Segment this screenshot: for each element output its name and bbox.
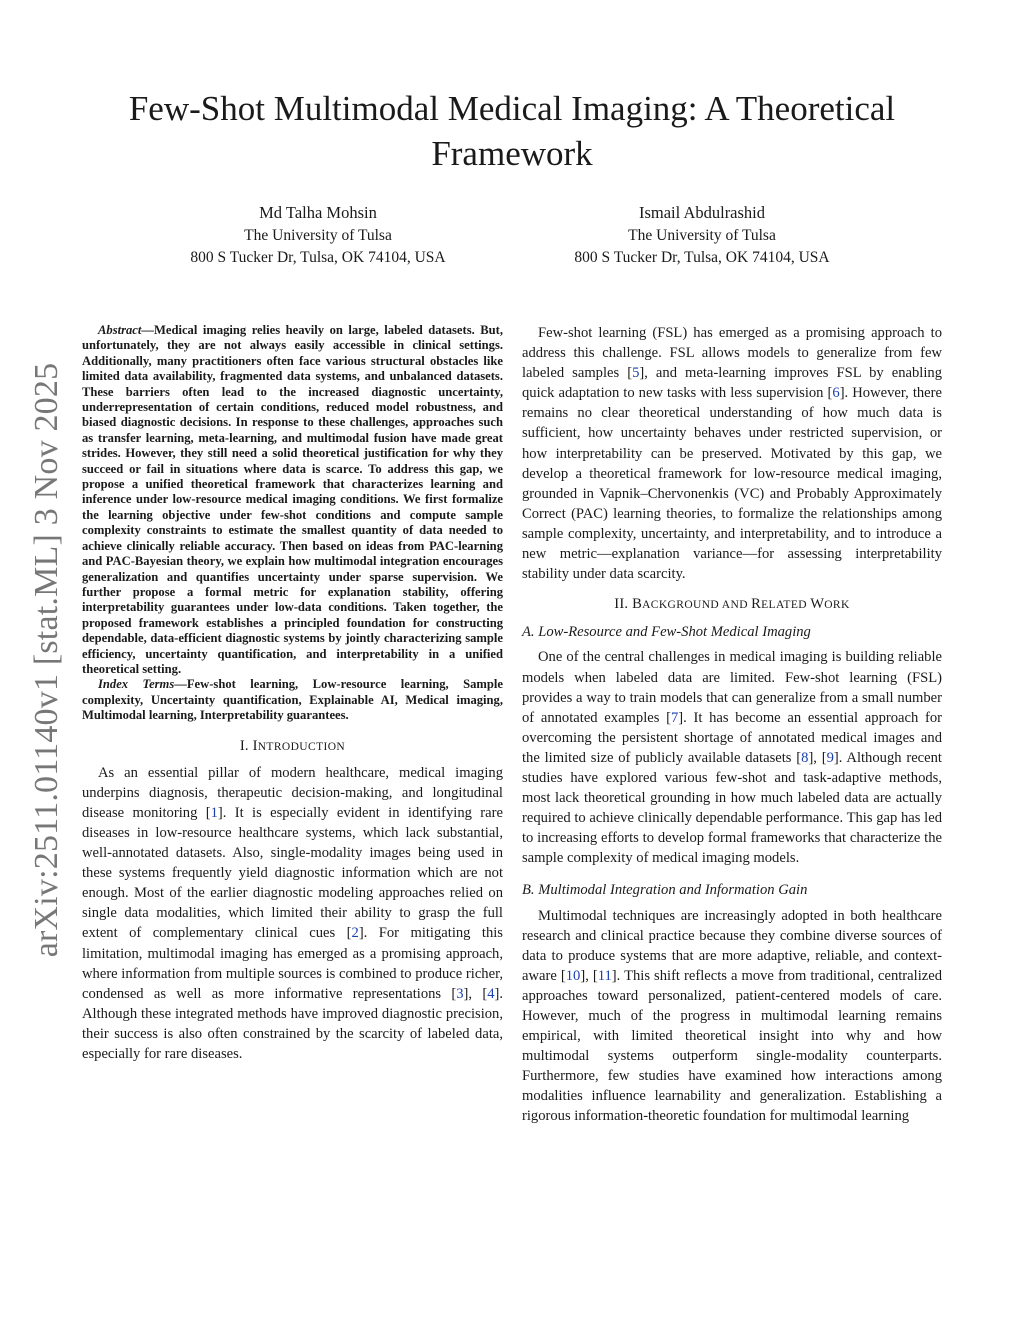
fsl-paragraph: Few-shot learning (FSL) has emerged as a promising approach to address this challenge. FSL allows models to generalize from few labeled samples [5], and meta-learning improves FSL by enabling quick adaptation to new tasks with less supervision [6]. However, there remains no clear theoretical understanding of how much data is sufficient, how uncertainty behaves under restricted supervision, or how interpretability can be preserved. Motivated by this gap, we develop a theoretical framework for low-resource medical imaging, grounded in Vapnik–Chervonenkis (VC) and Probably Approximately Correct (PAC) learning theories, to formalize the relationships among sample complexity, uncertainty, and interpretability, and to introduce a new metric—explanation variance—for assessing interpretability stability under data scarcity. — [522, 325, 942, 583]
subsection-heading-b: B. Multimodal Integration and Information Gain — [522, 882, 808, 899]
citation-link[interactable]: 6 — [832, 385, 840, 402]
abstract — [82, 323, 503, 677]
subsection-a-paragraph: One of the central challenges in medical imaging is building reliable models when labeled data are limited. Few-shot learning (FSL) provides a way to train models that can generalize from a small number of annotated examples [7]. It has become an essential approach for overcoming the persistent shortage of annotated medical images and the limited size of publicly available datasets [8], [9]. Although recent studies have explored various few-shot and task-adaptive methods, most lack theoretical grounding in how much labeled data are actually required to achieve clinically dependable performance. This gap has led to increasing efforts to develop formal frameworks that characterize the sample complexity of medical imaging models. — [522, 649, 942, 867]
author-name: Ismail Abdulrashid — [638, 203, 766, 222]
index-terms-text: —Few-shot learning, Low-resource learning, Sample complexity, Uncertainty quantification, Explainable AI, Medical imaging, Multimodal learning, Interpretability guarantees. — [82, 677, 504, 723]
author-address: 800 S Tucker Dr, Tulsa, OK 74104, USA — [574, 249, 830, 266]
citation-link[interactable]: 5 — [632, 365, 640, 382]
citation-link[interactable]: 1 — [210, 804, 218, 821]
intro-paragraph: As an essential pillar of modern healthcare, medical imaging underpins diagnosis, therapeutic decision-making, and longitudinal disease monitoring [1]. It is especially evident in identifying rare diseases in low-resource healthcare systems, which lack substantial, well-annotated datasets. Also, single-modality images being used in these systems frequently yield diagnostic information which are not enough. Most of the earlier diagnostic modeling approaches relied on single data modalities, which limited their ability to grasp the full extent of complementary clinical cues [2]. For mitigating this limitation, multimodal imaging has emerged as a promising approach, where information from multiple sources is combined to produce richer, condensed as well as more informative representations [3], [4]. Although these integrated methods have improved diagnostic precision, their success is also often constrained by the scarcity of labeled data, especially for rare diseases. — [82, 764, 503, 1062]
citation-link[interactable]: 9 — [826, 749, 834, 766]
paper-title: Few-Shot Multimodal Medical Imaging: A Theoretical Framework — [128, 89, 896, 173]
abstract-text: —Medical imaging relies heavily on large, labeled datasets. But, unfortunately, they are not always easily accessible in clinical settings. Additionally, many practitioners often face various structural obstacles like limited data availability, fragmented data systems, and unbalanced datasets. These barriers often lead to the increased diagnostic uncertainty, underrepresentation of certain conditions, reduced model robustness, and biased diagnostic decisions. In response to these challenges, approaches such as transfer learning, meta-learning, and multimodal fusion have made great strides. However, they still need a solid theoretical justification for why they succeed or fail in situations where data is scarce. To address this gap, we propose a unified theoretical framework that characterizes learning and inference under low-resource medical imaging conditions. We first formalize the learning objective under few-shot conditions and compute sample complexity constraints to estimate the smallest quantity of data needed to achieve clinically reliable accuracy. Then based on ideas from PAC-learning and PAC-Bayesian theory, we explain how multimodal integration encourages generalization and quantifies uncertainty under sparse supervision. We further propose a formal metric for explanation stability, offering interpretability guarantees under low-data conditions. Taken together, the proposed framework establishes a principled foundation for constructing dependable, data-efficient diagnostic systems by jointly characterizing sample efficiency, uncertainty quantification, and interpretability in a unified theoretical setting. — [82, 323, 503, 676]
citation-link[interactable]: 11 — [597, 967, 612, 984]
arxiv-sidebar-stamp — [30, 360, 64, 960]
section-heading-introduction: I. INTRODUCTION — [239, 737, 346, 754]
citation-link[interactable]: 2 — [351, 925, 359, 942]
citation-link[interactable]: 8 — [801, 749, 809, 766]
arxiv-id: arXiv:2511.01140v1 [stat.ML] 3 Nov 2025 — [28, 362, 65, 958]
index-terms — [82, 677, 503, 723]
author-affiliation: The University of Tulsa — [244, 227, 392, 244]
citation-link[interactable]: 4 — [487, 985, 495, 1002]
citation-link[interactable]: 10 — [565, 967, 581, 984]
author-address: 800 S Tucker Dr, Tulsa, OK 74104, USA — [190, 249, 446, 266]
citation-link[interactable]: 3 — [456, 985, 464, 1002]
author-name: Md Talha Mohsin — [259, 203, 377, 222]
author-affiliation: The University of Tulsa — [628, 227, 776, 244]
subsection-heading-a: A. Low-Resource and Few-Shot Medical Imaging — [522, 624, 811, 641]
section-heading-background: II. BACKGROUND AND RELATED WORK — [614, 596, 850, 613]
abstract-lead: Abstract — [98, 323, 142, 337]
author-block-2 — [532, 202, 872, 269]
index-terms-lead: Index Terms — [98, 677, 175, 692]
citation-link[interactable]: 7 — [670, 709, 679, 726]
subsection-b-paragraph: Multimodal techniques are increasingly adopted in both healthcare research and clinical practice because they combine diverse sources of data to produce systems that are more adaptive, reliable, and context-aware [10], [11]. This shift reflects a move from traditional, centralized approaches toward personalized, patient-centered models of care. However, much of the progress in multimodal learning remains empirical, with limited theoretical insight into why and how multimodal systems outperform single-modality counterparts. Furthermore, few studies have examined how interactions among modalities influence learnability and generalization. Establishing a rigorous information-theoretic foundation for multimodal learning — [522, 907, 942, 1125]
author-block-1 — [148, 202, 488, 269]
left-column — [82, 323, 503, 1064]
right-column — [522, 323, 942, 1127]
